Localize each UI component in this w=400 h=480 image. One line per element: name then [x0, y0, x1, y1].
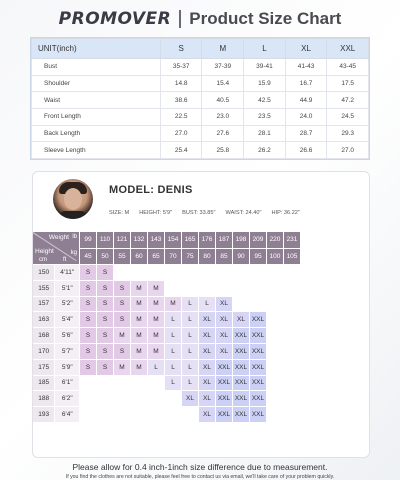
weight-kg-cell: 55 [114, 249, 131, 266]
model-info [33, 172, 370, 228]
size-fit-cell: L [165, 376, 182, 392]
size-fit-cell [114, 407, 131, 423]
height-row [33, 344, 301, 360]
size-fit-cell: L [199, 297, 216, 313]
size-fit-cell [284, 265, 301, 281]
size-fit-cell: S [80, 312, 97, 328]
size-fit-cell [216, 281, 233, 297]
size-fit-cell: S [97, 328, 114, 344]
header-divider [179, 10, 181, 28]
size-fit-cell [131, 265, 148, 281]
model-size: SIZE: M [109, 210, 130, 216]
measurement-label: Front Length [32, 108, 161, 125]
size-fit-cell: S [80, 297, 97, 313]
size-fit-cell [182, 407, 199, 423]
weight-lb-cell: 110 [97, 232, 114, 249]
size-fit-cell: XXL [233, 360, 250, 376]
weight-lb-cell: 209 [250, 232, 267, 249]
size-fit-cell: L [148, 360, 165, 376]
measurement-value: 39-41 [244, 59, 286, 76]
cm-unit: cm [39, 257, 47, 263]
size-fit-cell [97, 376, 114, 392]
height-cm-cell: 155 [33, 281, 55, 297]
size-fit-cell [284, 344, 301, 360]
measurement-label: Waist [32, 92, 161, 109]
height-ft-cell: 5'9" [55, 360, 80, 376]
unit-label: UNIT(inch) [32, 39, 161, 59]
size-fit-cell: L [182, 344, 199, 360]
size-fit-cell: XXL [250, 344, 267, 360]
weight-kg-cell: 80 [199, 249, 216, 266]
size-fit-cell: XXL [216, 360, 233, 376]
measurement-value: 23.5 [244, 108, 286, 125]
size-fit-cell [182, 281, 199, 297]
size-fit-cell: L [182, 376, 199, 392]
size-fit-cell: XXL [250, 312, 267, 328]
size-fit-cell [284, 297, 301, 313]
height-ft-cell: 5'4" [55, 312, 80, 328]
size-fit-cell [165, 265, 182, 281]
height-row [33, 328, 301, 344]
size-header: XXL [327, 39, 369, 59]
weight-lb-cell: 99 [80, 232, 97, 249]
weight-kg-cell: 65 [148, 249, 165, 266]
measurement-value: 27.6 [202, 125, 244, 142]
size-fit-cell: XXL [250, 360, 267, 376]
model-hip: HIP: 36.22" [271, 210, 300, 216]
size-fit-cell: S [114, 344, 131, 360]
size-fit-cell: XXL [250, 328, 267, 344]
size-fit-cell: S [114, 281, 131, 297]
size-fit-cell [284, 328, 301, 344]
measurement-label: Sleeve Length [32, 142, 161, 159]
measurement-value: 29.3 [327, 125, 369, 142]
size-fit-cell [165, 407, 182, 423]
measurement-value: 27.0 [327, 142, 369, 159]
weight-kg-cell: 105 [284, 249, 301, 266]
measurement-value: 38.6 [160, 92, 202, 109]
height-cm-cell: 157 [33, 297, 55, 313]
weight-lb-cell: 198 [233, 232, 250, 249]
height-cm-cell: 163 [33, 312, 55, 328]
height-cm-cell: 150 [33, 265, 55, 281]
size-fit-cell: L [182, 312, 199, 328]
height-row [33, 407, 301, 423]
weight-kg-cell: 45 [80, 249, 97, 266]
size-fit-cell: M [131, 281, 148, 297]
size-fit-cell [250, 281, 267, 297]
size-fit-cell [97, 407, 114, 423]
size-fit-cell: L [182, 297, 199, 313]
size-table-row [32, 108, 369, 125]
measurement-value: 26.6 [285, 142, 327, 159]
size-fit-cell: XL [199, 328, 216, 344]
measurement-value: 24.5 [327, 108, 369, 125]
size-fit-cell: M [131, 360, 148, 376]
size-fit-cell [97, 391, 114, 407]
size-fit-cell: M [165, 297, 182, 313]
size-fit-cell [267, 376, 284, 392]
size-fit-cell [199, 281, 216, 297]
size-table-header-row [32, 39, 369, 59]
measurement-value: 26.2 [244, 142, 286, 159]
size-fit-cell: M [148, 344, 165, 360]
measurement-value: 25.8 [202, 142, 244, 159]
size-fit-cell: XL [199, 312, 216, 328]
measurement-value: 40.5 [202, 92, 244, 109]
measurement-value: 22.5 [160, 108, 202, 125]
size-fit-cell: XL [216, 312, 233, 328]
size-fit-cell [267, 344, 284, 360]
page-title: Product Size Chart [189, 9, 342, 28]
model-waist: WAIST: 24.40" [225, 210, 262, 216]
size-fit-cell: M [131, 297, 148, 313]
size-fit-cell [131, 407, 148, 423]
measurement-value: 37-39 [202, 59, 244, 76]
size-fit-cell: XXL [250, 376, 267, 392]
size-fit-cell: S [114, 312, 131, 328]
weight-lb-cell: 187 [216, 232, 233, 249]
measurement-value: 15.9 [244, 75, 286, 92]
size-fit-cell [148, 376, 165, 392]
size-fit-cell: L [165, 328, 182, 344]
size-fit-cell [284, 281, 301, 297]
height-ft-cell: 6'2" [55, 391, 80, 407]
height-row [33, 360, 301, 376]
measurement-value: 23.0 [202, 108, 244, 125]
measurement-value: 41-43 [285, 59, 327, 76]
size-fit-cell [216, 265, 233, 281]
size-fit-cell: L [182, 328, 199, 344]
weight-lb-cell: 231 [284, 232, 301, 249]
size-fit-cell: S [80, 328, 97, 344]
size-fit-cell [284, 360, 301, 376]
weight-lb-cell: 165 [182, 232, 199, 249]
height-ft-cell: 5'6" [55, 328, 80, 344]
size-fit-cell: XXL [216, 376, 233, 392]
size-table [30, 37, 370, 160]
size-fit-cell: XL [199, 344, 216, 360]
weight-kg-cell: 50 [97, 249, 114, 266]
size-header: S [160, 39, 202, 59]
size-fit-cell [165, 391, 182, 407]
weight-kg-cell: 90 [233, 249, 250, 266]
height-cm-cell: 170 [33, 344, 55, 360]
weight-kg-cell: 100 [267, 249, 284, 266]
header [0, 0, 400, 38]
measurement-value: 15.4 [202, 75, 244, 92]
size-table-row [32, 125, 369, 142]
weight-lb-cell: 176 [199, 232, 216, 249]
contact-note: If you find the clothes are not suitable, please feel free to contact us via email, we'll take care of your problem quickly. [65, 474, 335, 480]
measurement-label: Shoulder [32, 75, 161, 92]
size-fit-cell: XXL [216, 407, 233, 423]
size-fit-cell: XL [199, 360, 216, 376]
size-fit-cell [267, 328, 284, 344]
size-fit-cell: M [148, 328, 165, 344]
measurement-label: Bust [32, 59, 161, 76]
weight-kg-cell: 70 [165, 249, 182, 266]
size-fit-cell: S [97, 297, 114, 313]
height-ft-cell: 5'7" [55, 344, 80, 360]
size-fit-cell [284, 376, 301, 392]
size-fit-cell: XL [216, 344, 233, 360]
weight-lb-row [33, 232, 301, 249]
height-label: Height [35, 248, 54, 255]
height-row [33, 265, 301, 281]
measurement-value: 35-37 [160, 59, 202, 76]
size-fit-cell: S [97, 281, 114, 297]
size-fit-cell [267, 391, 284, 407]
size-fit-cell: XXL [233, 344, 250, 360]
weight-lb-cell: 154 [165, 232, 182, 249]
size-fit-cell [182, 265, 199, 281]
model-stats [109, 210, 300, 216]
size-fit-cell [165, 281, 182, 297]
size-fit-cell [267, 312, 284, 328]
size-fit-cell: XL [199, 407, 216, 423]
fit-chart [33, 232, 370, 423]
measurement-value: 25.4 [160, 142, 202, 159]
size-fit-cell [148, 265, 165, 281]
measurement-note: Please allow for 0.4 inch-1inch size difference due to measurement. [72, 462, 328, 472]
size-fit-cell [284, 391, 301, 407]
brand-logo: PROMOVER [58, 9, 172, 29]
size-fit-cell: M [148, 312, 165, 328]
size-fit-cell: S [97, 344, 114, 360]
model-name: MODEL: DENIS [109, 184, 193, 196]
height-ft-cell: 6'1" [55, 376, 80, 392]
size-fit-cell [114, 376, 131, 392]
size-table-row [32, 59, 369, 76]
size-fit-cell [233, 297, 250, 313]
size-table-row [32, 75, 369, 92]
height-cm-cell: 188 [33, 391, 55, 407]
size-fit-cell [80, 407, 97, 423]
size-fit-cell [148, 407, 165, 423]
size-fit-cell: XXL [233, 328, 250, 344]
chart-corner [33, 232, 80, 265]
measurement-value: 24.0 [285, 108, 327, 125]
height-cm-cell: 185 [33, 376, 55, 392]
size-fit-cell: XL [216, 328, 233, 344]
size-fit-cell [114, 391, 131, 407]
height-row [33, 312, 301, 328]
size-fit-cell [267, 407, 284, 423]
size-fit-cell: XL [216, 297, 233, 313]
size-fit-cell: XXL [216, 391, 233, 407]
measurement-value: 28.7 [285, 125, 327, 142]
weight-lb-cell: 132 [131, 232, 148, 249]
size-fit-cell [284, 407, 301, 423]
size-fit-cell [267, 297, 284, 313]
height-cm-cell: 193 [33, 407, 55, 423]
weight-lb-cell: 220 [267, 232, 284, 249]
size-fit-cell [233, 265, 250, 281]
size-fit-cell: S [114, 297, 131, 313]
height-ft-cell: 5'2" [55, 297, 80, 313]
size-fit-cell: XXL [233, 407, 250, 423]
size-fit-cell: S [80, 360, 97, 376]
measurement-value: 27.0 [160, 125, 202, 142]
size-fit-cell: S [80, 265, 97, 281]
size-fit-cell: M [131, 312, 148, 328]
size-fit-cell: S [80, 281, 97, 297]
size-fit-cell: XXL [233, 376, 250, 392]
measurement-value: 17.5 [327, 75, 369, 92]
size-fit-cell: XXL [250, 391, 267, 407]
size-fit-cell: L [165, 344, 182, 360]
size-fit-cell: S [97, 360, 114, 376]
size-fit-cell [267, 265, 284, 281]
weight-lb-cell: 121 [114, 232, 131, 249]
height-row [33, 391, 301, 407]
weight-kg-cell: 85 [216, 249, 233, 266]
measurement-value: 47.2 [327, 92, 369, 109]
measurement-value: 42.5 [244, 92, 286, 109]
size-fit-cell [250, 297, 267, 313]
weight-kg-cell: 60 [131, 249, 148, 266]
size-fit-cell: L [165, 312, 182, 328]
size-fit-cell [199, 265, 216, 281]
size-fit-cell [80, 391, 97, 407]
size-fit-cell: XL [233, 312, 250, 328]
weight-kg-cell: 75 [182, 249, 199, 266]
size-fit-cell: M [148, 297, 165, 313]
size-fit-cell: XXL [233, 391, 250, 407]
measurement-value: 14.8 [160, 75, 202, 92]
height-cm-cell: 175 [33, 360, 55, 376]
weight-kg-cell: 95 [250, 249, 267, 266]
model-bust: BUST: 33.85" [182, 210, 216, 216]
measurement-value: 28.1 [244, 125, 286, 142]
lb-unit: lb [72, 234, 77, 240]
size-fit-cell: L [165, 360, 182, 376]
size-header: M [202, 39, 244, 59]
size-fit-cell: S [80, 344, 97, 360]
weight-lb-cell: 143 [148, 232, 165, 249]
height-row [33, 376, 301, 392]
size-fit-cell [131, 376, 148, 392]
size-fit-cell: M [148, 281, 165, 297]
model-fit-panel [32, 171, 370, 458]
size-table-row [32, 142, 369, 159]
weight-label: Weight [48, 234, 69, 241]
size-fit-cell [267, 281, 284, 297]
model-height: HEIGHT: 5'9" [139, 210, 173, 216]
kg-unit: kg [70, 250, 77, 256]
height-cm-cell: 168 [33, 328, 55, 344]
size-fit-cell [233, 281, 250, 297]
size-header: L [244, 39, 286, 59]
height-ft-cell: 6'4" [55, 407, 80, 423]
size-fit-cell: XXL [250, 407, 267, 423]
size-fit-cell: M [114, 328, 131, 344]
measurement-value: 16.7 [285, 75, 327, 92]
size-table-row [32, 92, 369, 109]
measurement-value: 44.9 [285, 92, 327, 109]
size-fit-cell: XL [199, 391, 216, 407]
size-fit-cell: XL [182, 391, 199, 407]
height-row [33, 281, 301, 297]
size-fit-cell [148, 391, 165, 407]
size-fit-cell: XL [199, 376, 216, 392]
height-ft-cell: 4'11" [55, 265, 80, 281]
height-row [33, 297, 301, 313]
size-fit-cell [131, 391, 148, 407]
measurement-label: Back Length [32, 125, 161, 142]
size-fit-cell [267, 360, 284, 376]
size-fit-cell [80, 376, 97, 392]
size-fit-cell: M [114, 360, 131, 376]
ft-unit: ft [63, 257, 67, 263]
size-fit-cell: M [131, 344, 148, 360]
size-fit-cell: S [97, 265, 114, 281]
measurement-value: 43-45 [327, 59, 369, 76]
height-ft-cell: 5'1" [55, 281, 80, 297]
size-fit-cell [114, 265, 131, 281]
size-fit-cell: S [97, 312, 114, 328]
size-header: XL [285, 39, 327, 59]
size-fit-cell [250, 265, 267, 281]
size-fit-cell: M [131, 328, 148, 344]
size-fit-cell [284, 312, 301, 328]
model-avatar [53, 179, 93, 219]
size-fit-cell: L [182, 360, 199, 376]
